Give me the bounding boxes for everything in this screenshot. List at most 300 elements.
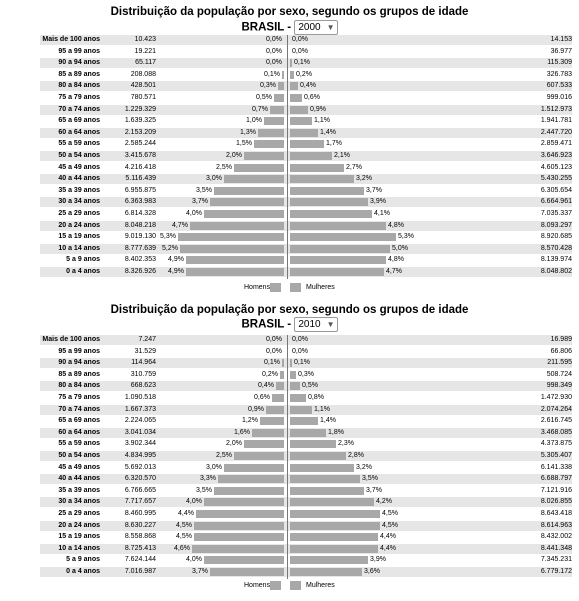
age-group-label: 95 a 99 anos [58,347,100,355]
female-population-value: 115.309 [547,59,572,67]
female-percent-label: 0,1% [294,59,310,67]
female-bar [290,233,396,241]
male-bar [244,440,284,448]
age-group-label: 55 a 59 anos [58,440,100,448]
male-percent-label: 4,0% [186,556,202,564]
table-row [40,532,572,542]
female-population-value: 14.153 [550,36,572,43]
age-group-label: 70 a 74 anos [58,105,100,113]
female-bar [290,245,390,253]
female-population-value: 66.806 [550,347,572,355]
table-row [40,393,572,403]
female-bar [290,59,292,67]
male-population-value: 114.964 [131,359,156,367]
female-population-value: 7.121.916 [540,486,572,494]
male-percent-label: 4,0% [186,210,202,217]
female-population-value: 8.048.802 [540,268,572,275]
male-percent-label: 4,5% [176,521,192,529]
male-bar [214,487,284,495]
age-group-label: 35 a 39 anos [58,186,100,194]
male-bar [218,475,284,483]
male-population-value: 19.221 [134,47,156,55]
female-percent-label: 4,5% [382,521,398,529]
male-percent-label: 5,3% [160,233,176,241]
male-percent-label: 3,3% [200,475,216,483]
female-percent-label: 0,9% [310,105,326,113]
female-percent-label: 4,8% [388,221,404,229]
chevron-down-icon: ▼ [326,23,335,32]
female-population-value: 8.643.418 [540,510,572,517]
female-bar [290,129,318,137]
age-group-label: 40 a 44 anos [58,175,100,183]
male-bar [224,464,284,472]
age-group-label: 65 a 69 anos [58,417,100,425]
male-population-value: 6.766.665 [124,486,156,494]
male-population-value: 1.667.373 [124,405,156,413]
female-percent-label: 4,8% [388,256,404,264]
female-bar [290,198,368,206]
female-bar [290,71,294,79]
male-bar [186,268,284,276]
table-row [40,35,572,45]
table-row [40,428,572,438]
male-percent-label: 4,4% [178,510,194,517]
legend [0,580,579,592]
female-bar [290,522,380,530]
female-percent-label: 2,1% [334,152,350,159]
male-percent-label: 3,5% [196,186,212,194]
male-percent-label: 0,0% [266,347,282,355]
age-group-label: 55 a 59 anos [58,140,100,148]
female-percent-label: 0,2% [296,70,312,78]
male-population-value: 8.460.995 [124,510,156,517]
age-group-label: 10 a 14 anos [58,544,100,552]
male-bar [276,382,284,390]
table-row [40,567,572,577]
table-row [40,486,572,496]
female-percent-label: 0,0% [292,36,308,43]
female-population-value: 2.616.745 [540,417,572,425]
female-percent-label: 4,1% [374,210,390,217]
table-row [40,370,572,380]
female-percent-label: 0,1% [294,359,310,367]
male-population-value: 1.229.329 [124,105,156,113]
male-population-value: 3.415.678 [124,152,156,159]
male-population-value: 8.630.227 [124,521,156,529]
male-population-value: 1.639.325 [124,117,156,125]
female-population-value: 7.035.337 [540,210,572,217]
male-percent-label: 3,0% [206,463,222,471]
female-population-value: 6.141.338 [540,463,572,471]
male-population-value: 1.090.518 [124,394,156,401]
table-row [40,439,572,449]
female-percent-label: 2,3% [338,440,354,448]
female-population-value: 211.595 [547,359,572,367]
table-row [40,521,572,531]
female-population-value: 3.468.085 [540,428,572,436]
male-bar [234,164,284,172]
female-bar [290,556,368,564]
female-bar [290,268,384,276]
table-row [40,555,572,565]
female-population-value: 2.074.264 [540,405,572,413]
female-bar [290,510,380,518]
table-row [40,244,572,254]
male-percent-label: 1,2% [242,417,258,425]
age-group-label: Mais de 100 anos [42,336,100,343]
male-percent-label: 4,6% [174,544,190,552]
male-percent-label: 3,0% [206,175,222,183]
female-bar [290,394,306,402]
table-row [40,221,572,231]
female-percent-label: 4,5% [382,510,398,517]
age-group-label: 40 a 44 anos [58,475,100,483]
female-population-value: 1.472.930 [540,394,572,401]
female-population-value: 5.305.407 [540,452,572,459]
male-bar [194,522,284,530]
female-population-value: 5.430.255 [540,175,572,183]
male-bar [186,256,284,264]
female-percent-label: 3,9% [370,198,386,206]
female-bar [290,382,300,390]
male-percent-label: 3,5% [196,486,212,494]
age-group-label: 20 a 24 anos [58,521,100,529]
age-group-label: 45 a 49 anos [58,463,100,471]
male-percent-label: 3,7% [192,198,208,206]
table-row [40,81,572,91]
male-population-value: 8.402.353 [124,256,156,264]
female-bar [290,175,354,183]
female-bar [290,106,308,114]
legend-female-swatch [290,581,301,590]
male-bar [270,106,284,114]
female-percent-label: 3,7% [366,486,382,494]
male-population-value: 65.117 [135,59,156,67]
female-percent-label: 0,8% [308,394,324,401]
female-bar [290,487,364,495]
male-percent-label: 2,5% [216,452,232,459]
female-population-value: 7.345.231 [540,556,572,564]
female-population-value: 998.349 [546,382,572,390]
table-row [40,451,572,461]
male-bar [252,429,284,437]
male-percent-label: 4,0% [186,498,202,506]
year-select[interactable] [294,20,337,35]
female-population-value: 36.977 [550,47,572,55]
male-percent-label: 1,3% [240,128,256,136]
female-percent-label: 3,5% [362,475,378,483]
female-bar [290,429,326,437]
age-group-label: 5 a 9 anos [66,256,100,264]
male-percent-label: 5,2% [162,244,178,252]
male-percent-label: 2,0% [226,440,242,448]
female-population-value: 2.447.720 [540,128,572,136]
table-row [40,381,572,391]
female-percent-label: 4,4% [380,544,396,552]
female-bar [290,533,378,541]
male-percent-label: 4,5% [176,533,192,541]
table-row [40,139,572,149]
female-population-value: 8.920.685 [540,233,572,241]
female-population-value: 1.941.781 [540,117,572,125]
table-row [40,255,572,265]
age-group-label: 80 a 84 anos [58,82,100,90]
female-population-value: 1.512.973 [540,105,572,113]
male-population-value: 8.725.413 [124,544,156,552]
male-bar [192,545,284,553]
table-row [40,128,572,138]
age-group-label: 85 a 89 anos [58,370,100,378]
male-population-value: 8.326.926 [124,268,156,275]
female-population-value: 8.614.963 [540,521,572,529]
table-row [40,497,572,507]
female-bar [290,222,386,230]
male-population-value: 6.814.328 [124,210,156,217]
table-row [40,358,572,368]
table-row [40,58,572,68]
female-population-value: 999.016 [546,94,572,101]
female-bar [290,164,344,172]
female-population-value: 8.432.002 [540,533,572,541]
age-group-label: 25 a 29 anos [58,510,100,517]
table-row [40,474,572,484]
male-bar [264,117,284,125]
table-row [40,416,572,426]
female-bar [290,417,318,425]
table-row [40,174,572,184]
male-population-value: 8.558.868 [124,533,156,541]
table-row [40,197,572,207]
table-row [40,405,572,415]
female-bar [290,117,312,125]
male-population-value: 7.717.657 [124,498,156,506]
female-percent-label: 0,5% [302,382,318,390]
male-percent-label: 0,7% [252,105,268,113]
age-group-label: 5 a 9 anos [66,556,100,564]
female-percent-label: 0,3% [298,370,314,378]
age-group-label: 60 a 64 anos [58,428,100,436]
male-percent-label: 0,2% [262,370,278,378]
table-row [40,209,572,219]
male-population-value: 2.585.244 [124,140,156,148]
table-row [40,347,572,357]
male-percent-label: 0,1% [264,70,280,78]
year-select[interactable] [294,317,337,332]
age-group-label: 75 a 79 anos [58,94,100,101]
chart-subtitle [0,20,579,36]
female-bar [290,406,312,414]
legend-male-label: Homens [244,582,271,589]
female-percent-label: 1,4% [320,417,336,425]
female-percent-label: 3,9% [370,556,386,564]
age-group-label: 45 a 49 anos [58,163,100,171]
male-percent-label: 1,5% [236,140,252,148]
male-bar [280,371,284,379]
chevron-down-icon: ▼ [326,320,335,329]
age-group-label: 50 a 54 anos [58,152,100,159]
female-percent-label: 0,0% [292,347,308,355]
female-percent-label: 1,8% [328,428,344,436]
female-bar [290,371,296,379]
female-bar [290,568,362,576]
male-bar [258,129,284,137]
male-bar [196,510,284,518]
age-group-label: 0 a 4 anos [66,568,100,575]
male-population-value: 310.759 [130,370,156,378]
chart-title: Distribuição da população por sexo, segundo os grupos de idade [110,6,469,18]
age-group-label: 35 a 39 anos [58,486,100,494]
female-bar [290,256,386,264]
country-label: BRASIL - [241,21,292,34]
male-bar [244,152,284,160]
male-percent-label: 0,0% [266,47,282,55]
male-population-value: 208.088 [130,70,156,78]
male-population-value: 780.571 [130,94,156,101]
female-bar [290,545,378,553]
table-row [40,105,572,115]
chart-subtitle [0,317,579,333]
age-group-label: 90 a 94 anos [58,359,100,367]
male-population-value: 428.501 [130,82,156,90]
age-group-label: Mais de 100 anos [42,36,100,43]
age-group-label: 65 a 69 anos [58,117,100,125]
table-row [40,70,572,80]
male-population-value: 31.529 [134,347,156,355]
female-population-value: 8.026.855 [540,498,572,506]
age-group-label: 70 a 74 anos [58,405,100,413]
female-population-value: 2.859.471 [540,140,572,148]
male-population-value: 10.423 [134,36,156,43]
female-population-value: 8.139.974 [540,256,572,264]
female-population-value: 8.441.348 [540,544,572,552]
male-bar [254,140,284,148]
male-bar [194,533,284,541]
female-bar [290,440,336,448]
male-population-value: 8.777.639 [124,244,156,252]
female-percent-label: 5,3% [398,233,414,241]
female-bar [290,152,332,160]
male-bar [282,359,284,367]
table-row [40,47,572,57]
table-row [40,544,572,554]
female-bar [290,452,346,460]
male-population-value: 5.692.013 [124,463,156,471]
female-percent-label: 0,0% [292,336,308,343]
male-bar [204,556,284,564]
male-percent-label: 4,9% [168,256,184,264]
age-group-label: 60 a 64 anos [58,128,100,136]
male-percent-label: 4,9% [168,268,184,275]
female-percent-label: 5,0% [392,244,408,252]
table-row [40,509,572,519]
male-population-value: 8.048.218 [124,221,156,229]
male-bar [266,406,284,414]
male-percent-label: 2,0% [226,152,242,159]
female-population-value: 4.373.875 [540,440,572,448]
male-population-value: 6.955.875 [124,186,156,194]
female-population-value: 6.305.654 [540,186,572,194]
female-population-value: 508.724 [546,370,572,378]
age-group-label: 25 a 29 anos [58,210,100,217]
center-axis-line [287,35,288,279]
female-population-value: 8.093.297 [540,221,572,229]
male-population-value: 7.624.144 [124,556,156,564]
legend [0,282,579,294]
age-group-label: 50 a 54 anos [58,452,100,459]
age-group-label: 90 a 94 anos [58,59,100,67]
female-population-value: 6.688.797 [540,475,572,483]
male-percent-label: 0,6% [254,394,270,401]
female-percent-label: 4,7% [386,268,402,275]
male-percent-label: 0,5% [256,94,272,101]
male-percent-label: 0,4% [258,382,274,390]
male-percent-label: 1,6% [234,428,250,436]
female-bar [290,82,298,90]
male-bar [260,417,284,425]
age-group-label: 10 a 14 anos [58,244,100,252]
age-group-label: 30 a 34 anos [58,198,100,206]
legend-male-label: Homens [244,284,271,291]
male-percent-label: 3,7% [192,568,208,575]
female-percent-label: 3,2% [356,463,372,471]
pyramid-grid [40,35,572,280]
male-percent-label: 0,0% [266,36,282,43]
female-population-value: 6.779.172 [540,568,572,575]
female-percent-label: 3,7% [366,186,382,194]
male-bar [282,71,284,79]
female-percent-label: 4,4% [380,533,396,541]
pyramid-grid [40,335,572,580]
male-bar [204,210,284,218]
male-bar [190,222,284,230]
female-percent-label: 0,0% [292,47,308,55]
female-bar [290,464,354,472]
male-bar [272,394,284,402]
female-bar [290,210,372,218]
male-bar [210,568,284,576]
male-bar [204,498,284,506]
table-row [40,232,572,242]
table-row [40,93,572,103]
female-percent-label: 1,4% [320,128,336,136]
legend-male-swatch [270,283,281,292]
male-population-value: 6.320.570 [124,475,156,483]
male-percent-label: 0,1% [264,359,280,367]
female-bar [290,475,360,483]
age-group-label: 95 a 99 anos [58,47,100,55]
female-percent-label: 1,1% [314,405,330,413]
age-group-label: 80 a 84 anos [58,382,100,390]
male-population-value: 4.216.418 [124,163,156,171]
female-bar [290,140,324,148]
pyramid-panel-2010 [0,300,579,601]
male-percent-label: 0,0% [266,59,282,67]
male-bar [210,198,284,206]
male-population-value: 4.834.995 [124,452,156,459]
female-population-value: 8.570.428 [540,244,572,252]
male-population-value: 3.041.034 [124,428,156,436]
female-bar [290,359,292,367]
year-select-value: 2000 [298,22,321,33]
female-percent-label: 0,6% [304,94,320,101]
table-row [40,151,572,161]
female-percent-label: 3,6% [364,568,380,575]
male-population-value: 6.363.983 [124,198,156,206]
female-percent-label: 3,2% [356,175,372,183]
legend-female-label: Mulheres [306,284,335,291]
female-population-value: 16.989 [550,336,572,343]
male-population-value: 7.247 [138,336,156,343]
